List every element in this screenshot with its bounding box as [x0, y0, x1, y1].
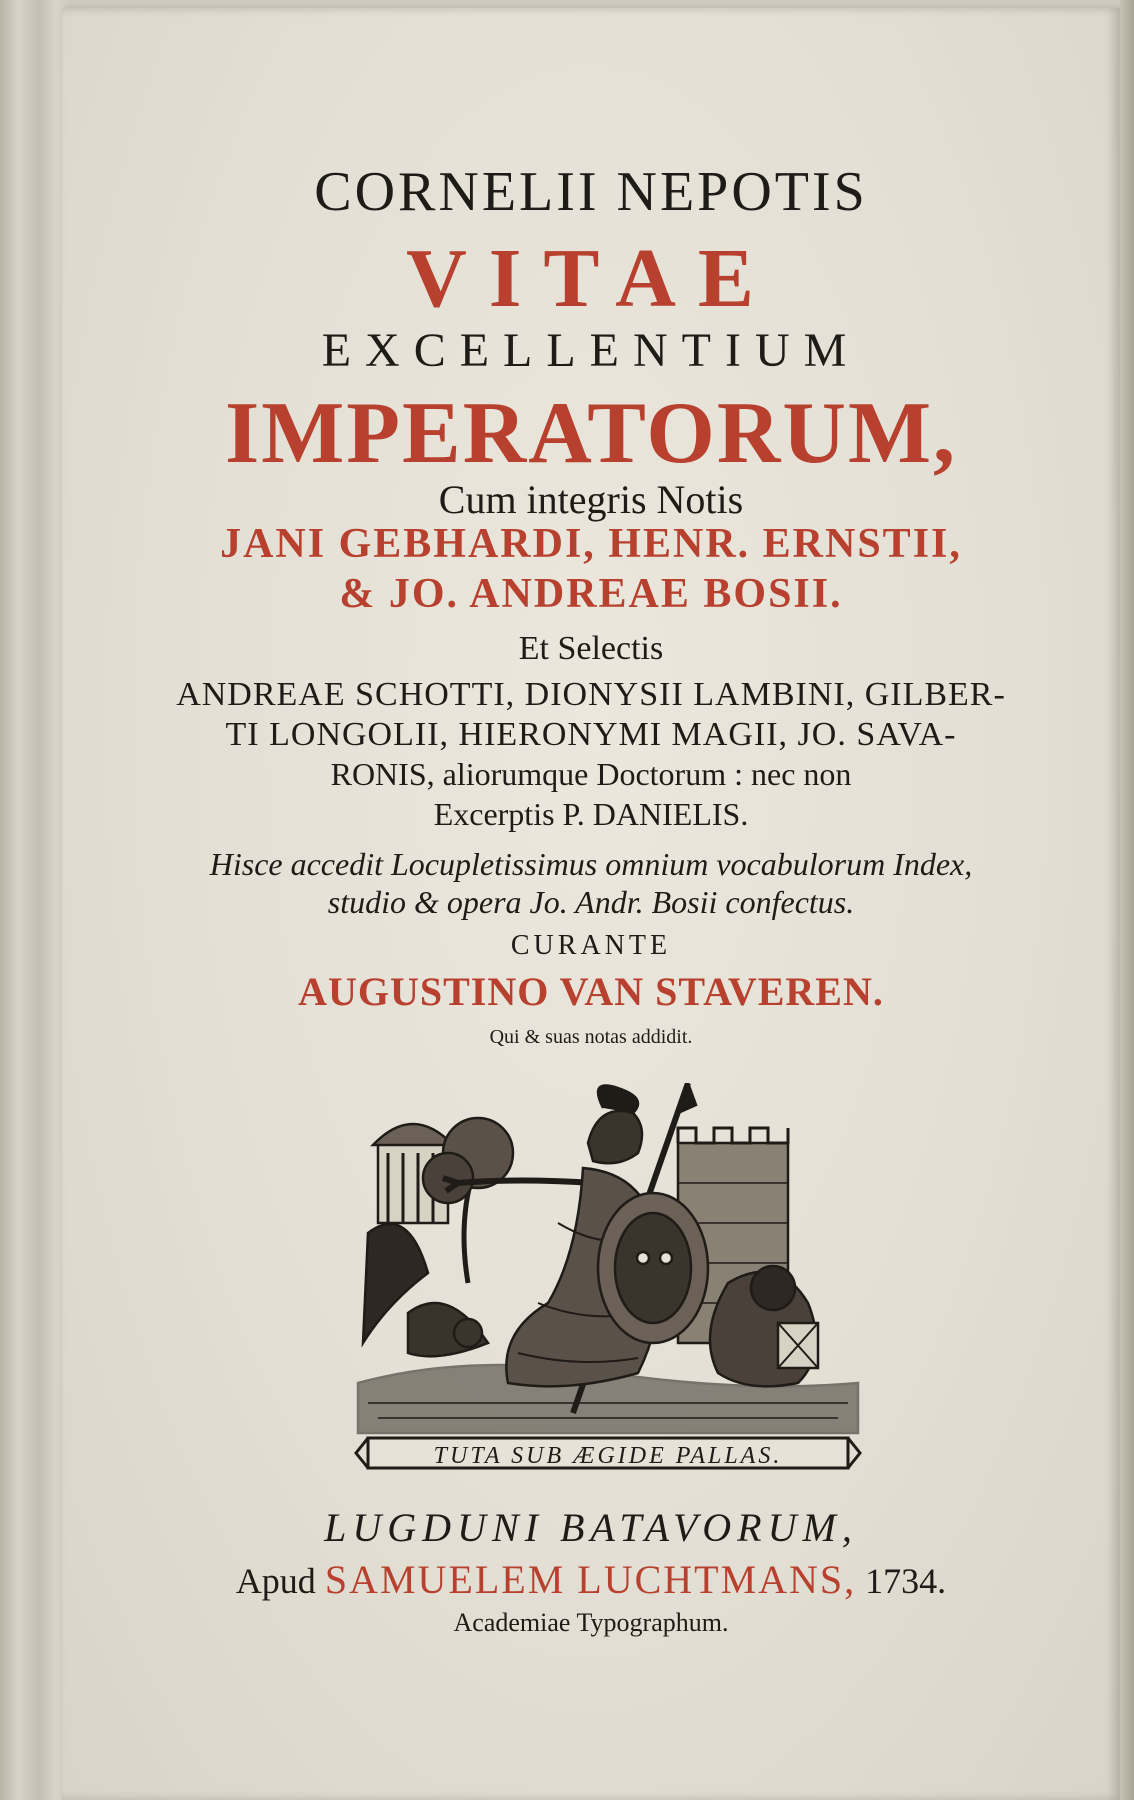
selected-commentators-line-4: Excerptis P. DANIELIS.	[433, 796, 749, 832]
author-name: CORNELII NEPOTIS	[314, 161, 868, 223]
curante: CURANTE	[510, 930, 672, 961]
title-excellentium: EXCELLENTIUM	[321, 324, 861, 377]
commentators-line-1: JANI GEBHARDI, HENR. ERNSTII,	[220, 521, 962, 567]
selected-commentators-line-1: ANDREAE SCHOTTI, DIONYSII LAMBINI, GILBER-	[176, 676, 1006, 713]
cum-notis: Cum integris Notis	[438, 477, 744, 522]
title-vitae: VITAE	[406, 232, 776, 325]
title-imperatorum: IMPERATORUM,	[224, 385, 958, 482]
imprint-line	[62, 1556, 1120, 1603]
place-of-printing: LUGDUNI BATAVORUM,	[324, 1505, 858, 1550]
publisher-role: Academiae Typographum.	[453, 1608, 729, 1637]
index-note-line-2: studio & opera Jo. Andr. Bosii confectus.	[327, 884, 855, 920]
editor-note: Qui & suas notas addidit.	[489, 1026, 693, 1048]
editor-name: AUGUSTINO VAN STAVEREN.	[298, 969, 884, 1014]
selected-commentators-line-3: RONIS, aliorumque Doctorum : nec non	[330, 756, 852, 792]
selected-commentators-line-2: TI LONGOLII, HIERONYMI MAGII, JO. SAVA-	[225, 716, 957, 753]
index-note-line-1: Hisce accedit Locupletissimus omnium vocabulorum Index,	[209, 846, 973, 882]
year: 1734.	[865, 1561, 947, 1601]
publisher-name: SAMUELEM LUCHTMANS,	[324, 1557, 857, 1602]
apud: Apud	[235, 1561, 316, 1601]
emblem-motto: TUTA SUB ÆGIDE PALLAS.	[433, 1443, 783, 1469]
commentators-line-2: & JO. ANDREAE BOSII.	[339, 571, 843, 617]
page-edge	[1120, 0, 1134, 1800]
pallas-woodcut-emblem	[348, 1083, 868, 1483]
et-selectis: Et Selectis	[518, 630, 664, 667]
